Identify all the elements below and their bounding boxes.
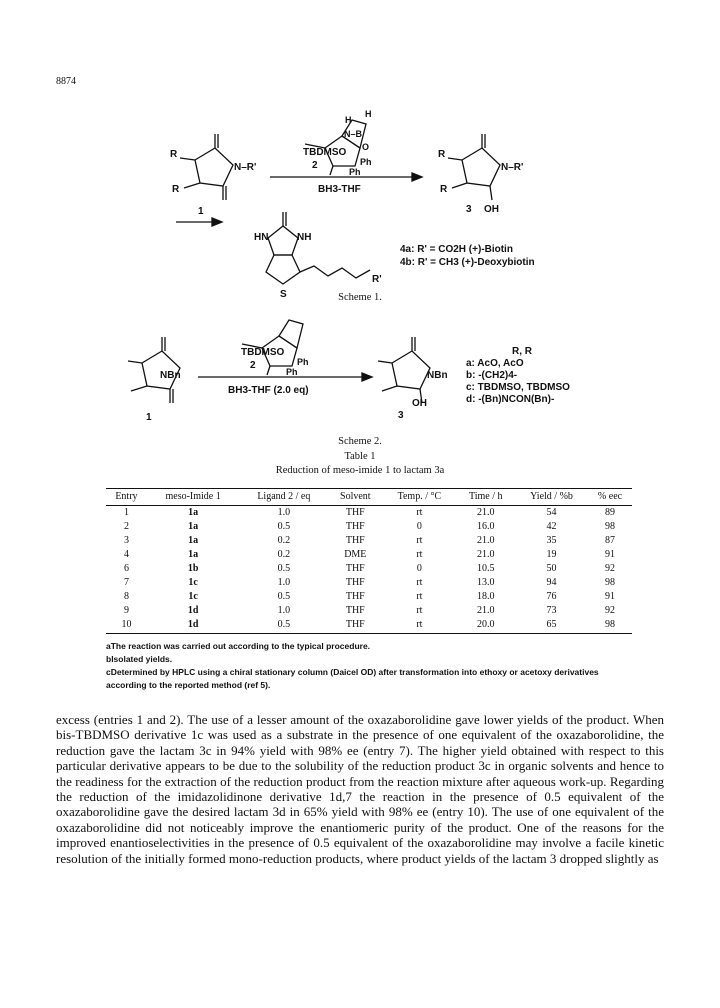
cell-imide: 1a — [188, 549, 199, 560]
cell-imide: 1b — [187, 563, 199, 574]
s2-conditions: BH3-THF (2.0 eq) — [228, 385, 309, 396]
cell-yield: 76 — [546, 591, 557, 602]
scheme-1-caption: Scheme 1. — [338, 292, 382, 303]
cell-ee: 87 — [605, 535, 615, 546]
cell-time: 21.0 — [477, 605, 495, 616]
table-row — [106, 506, 632, 521]
header-ligand: Ligand 2 / eq — [239, 489, 328, 506]
cell-solvent: THF — [345, 563, 365, 574]
cell-imide: 1c — [188, 591, 198, 602]
s1-start-r2: R — [172, 184, 180, 195]
cell-ee: 89 — [605, 507, 615, 518]
s1-start-number: 1 — [198, 206, 204, 217]
s2-reagent-label: TBDMSO — [241, 347, 285, 358]
cell-ee: 98 — [605, 577, 615, 588]
cell-time: 21.0 — [477, 535, 495, 546]
s2-prod-number: 3 — [398, 410, 404, 421]
cell-ligand: 1.0 — [277, 507, 291, 518]
cell-solvent: THF — [345, 591, 365, 602]
cell-time: 13.0 — [477, 577, 495, 588]
header-meso-imide: meso-Imide 1 — [147, 489, 239, 506]
cell-ligand: 0.2 — [277, 549, 291, 560]
table-header-row — [106, 489, 632, 506]
header-yield: Yield / %b — [515, 489, 588, 506]
cell-temp: rt — [416, 577, 423, 588]
s1-conditions: BH3-THF — [318, 184, 361, 195]
body-paragraph: excess (entries 1 and 2). The use of a lesser amount of the oxazaborolidine gave lower yields of the product. When bis-TBDMSO derivative 1c was used as a substrate in the presence of one equivalent of the oxazaborolidine, the reduction gave the lactam 3c in 94% yield with 98% ee (entry 7). The higher yield obtained with respect to this particular derivative appears to be due to the solubility of the reduction product 3c in organic solvents and hence to the readiness for the extraction of the reduction product from the reaction mixture after aqueous work-up. Regarding the reduction of the imidazolidinone derivative 1d,7 the reaction in the presence of 0.5 equivalent of the oxazaborolidine gave the desired lactam 3d in 65% yield with 98% ee (entry 10). The use of one equivalent of the oxazaborolidine did not noticeably improve the enantiomeric purity of the product. One of the reasons for the improved enantioselectivities in the presence of 0.5 equivalent of the oxazaborolidine may involve a facile kinetic resolution of the initially formed mono-reduction products, where product yields of the lactam 3 dropped slightly as — [56, 712, 664, 866]
cell-imide: 1a — [188, 521, 199, 532]
cell-imide: 1d — [187, 605, 199, 616]
s2-ph-2: Ph — [297, 357, 309, 367]
cell-time: 16.0 — [477, 521, 495, 532]
table-label: Table 1 — [344, 451, 376, 462]
s2-legend-c: c: TBDMSO, TBDMSO — [466, 382, 570, 393]
footnote-c: cDetermined by HPLC using a chiral stationary column (Daicel OD) after transformation into ethoxy or acetoxy derivatives according to the reported method (ref 5). — [106, 667, 599, 690]
cell-temp: rt — [416, 549, 423, 560]
cell-imide: 1a — [188, 535, 199, 546]
s2-ph-1: Ph — [286, 367, 298, 377]
cell-time: 10.5 — [477, 563, 495, 574]
s1-biotin-hn: HN — [254, 232, 269, 243]
body-text — [56, 712, 664, 866]
footnote-b: bIsolated yields. — [106, 654, 173, 664]
cell-ligand: 1.0 — [277, 577, 291, 588]
cell-solvent: THF — [345, 605, 365, 616]
s1-line-4b: 4b: R' = CH3 (+)-Deoxybiotin — [400, 257, 535, 268]
cell-ligand: 0.5 — [277, 521, 291, 532]
cell-imide: 1c — [188, 577, 198, 588]
cell-temp: rt — [416, 507, 423, 518]
cell-temp: rt — [416, 605, 423, 616]
table-row — [106, 520, 632, 534]
s2-legend-a: a: AcO, AcO — [466, 358, 524, 369]
s1-biotin-s: S — [280, 289, 287, 300]
table-footnotes — [106, 640, 632, 692]
s2-start-nbn: NBn — [160, 370, 181, 381]
cell-yield: 35 — [546, 535, 557, 546]
cell-ee: 98 — [588, 618, 632, 634]
cell-entry: 3 — [123, 535, 129, 546]
header-solvent: Solvent — [328, 489, 382, 506]
cell-imide: 1a — [188, 507, 199, 518]
cell-yield: 73 — [546, 605, 557, 616]
s2-legend-header: R, R — [512, 346, 532, 357]
cell-solvent: THF — [345, 521, 365, 532]
cell-yield: 50 — [546, 563, 557, 574]
cell-entry: 2 — [123, 521, 129, 532]
table-row — [106, 534, 632, 548]
cell-ee: 92 — [605, 605, 615, 616]
cell-ligand: 0.5 — [239, 618, 328, 634]
cell-ligand: 0.5 — [277, 563, 291, 574]
s1-o-label: O — [362, 142, 370, 152]
cell-time: 21.0 — [477, 507, 495, 518]
s1-prod-oh: OH — [484, 204, 499, 215]
cell-yield: 54 — [546, 507, 557, 518]
s1-prod-r: R — [438, 149, 446, 160]
scheme-1-figure — [0, 0, 720, 310]
s1-start-r: R — [170, 149, 178, 160]
s1-biotin-nh: NH — [297, 232, 312, 243]
cell-time: 21.0 — [477, 549, 495, 560]
cell-yield: 19 — [546, 549, 557, 560]
table-title: Reduction of meso-imide 1 to lactam 3a — [275, 465, 445, 476]
cell-entry: 4 — [123, 549, 129, 560]
cell-solvent: THF — [328, 618, 382, 634]
s1-reagent-label: TBDMSO — [303, 147, 347, 158]
cell-solvent: THF — [345, 507, 365, 518]
cell-yield: 94 — [546, 577, 557, 588]
s2-prod-oh: OH — [412, 398, 427, 409]
footnote-a: aThe reaction was carried out according to the typical procedure. — [106, 641, 371, 651]
scheme-2-figure — [0, 308, 720, 448]
cell-entry: 10 — [106, 618, 147, 634]
cell-solvent: THF — [345, 535, 365, 546]
header-entry: Entry — [106, 489, 147, 506]
cell-yield: 65 — [515, 618, 588, 634]
table-row — [106, 548, 632, 562]
s1-prod-r2: R — [440, 184, 448, 195]
s1-start-nr: N–R' — [234, 162, 257, 173]
cell-temp: rt — [382, 618, 456, 634]
cell-ee: 98 — [605, 521, 615, 532]
cell-temp: 0 — [416, 521, 422, 532]
table-row — [106, 576, 632, 590]
s1-ligand-number: 2 — [312, 160, 318, 171]
s2-prod-nbn: NBn — [427, 370, 448, 381]
cell-temp: 0 — [416, 563, 422, 574]
cell-time: 20.0 — [456, 618, 515, 634]
cell-temp: rt — [416, 591, 423, 602]
s2-start-number: 1 — [146, 412, 152, 423]
cell-entry: 1 — [123, 507, 129, 518]
cell-time: 18.0 — [477, 591, 495, 602]
header-ee: % eec — [588, 489, 632, 506]
table-row — [106, 604, 632, 618]
cell-solvent: THF — [345, 577, 365, 588]
header-temp: Temp. / °C — [382, 489, 456, 506]
cell-imide: 1d — [147, 618, 239, 634]
s1-prod-number: 3 — [466, 204, 472, 215]
s2-legend-b: b: -(CH2)4- — [466, 370, 518, 381]
cell-ligand: 0.5 — [277, 591, 291, 602]
s1-line-4a: 4a: R' = CO2H (+)-Biotin — [400, 244, 513, 255]
cell-entry: 8 — [123, 591, 129, 602]
cell-yield: 42 — [546, 521, 557, 532]
cell-ligand: 0.2 — [277, 535, 291, 546]
cell-ee: 92 — [605, 563, 615, 574]
cell-ee: 91 — [605, 549, 615, 560]
table-row — [106, 618, 632, 634]
cell-entry: 6 — [123, 563, 129, 574]
table-row — [106, 590, 632, 604]
s1-biotin-r: R' — [372, 274, 382, 285]
cell-entry: 7 — [123, 577, 129, 588]
cell-solvent: DME — [344, 549, 367, 560]
header-time: Time / h — [456, 489, 515, 506]
s2-legend-d: d: -(Bn)NCON(Bn)- — [466, 394, 555, 405]
results-table — [106, 488, 632, 634]
s1-prod-nr: N–R' — [501, 162, 524, 173]
page-number: 8874 — [56, 76, 76, 87]
s1-boron-h-2: H — [365, 109, 372, 119]
cell-entry: 9 — [123, 605, 129, 616]
table-row — [106, 562, 632, 576]
s1-boron-h-1: H — [345, 115, 352, 125]
cell-ee: 91 — [605, 591, 615, 602]
s1-n-b: N–B — [344, 129, 363, 139]
cell-ligand: 1.0 — [277, 605, 291, 616]
cell-temp: rt — [416, 535, 423, 546]
s1-ph-2: Ph — [360, 157, 372, 167]
s1-ph-1: Ph — [349, 167, 361, 177]
scheme-2-caption: Scheme 2. — [338, 436, 382, 447]
s2-ligand-number: 2 — [250, 360, 256, 371]
